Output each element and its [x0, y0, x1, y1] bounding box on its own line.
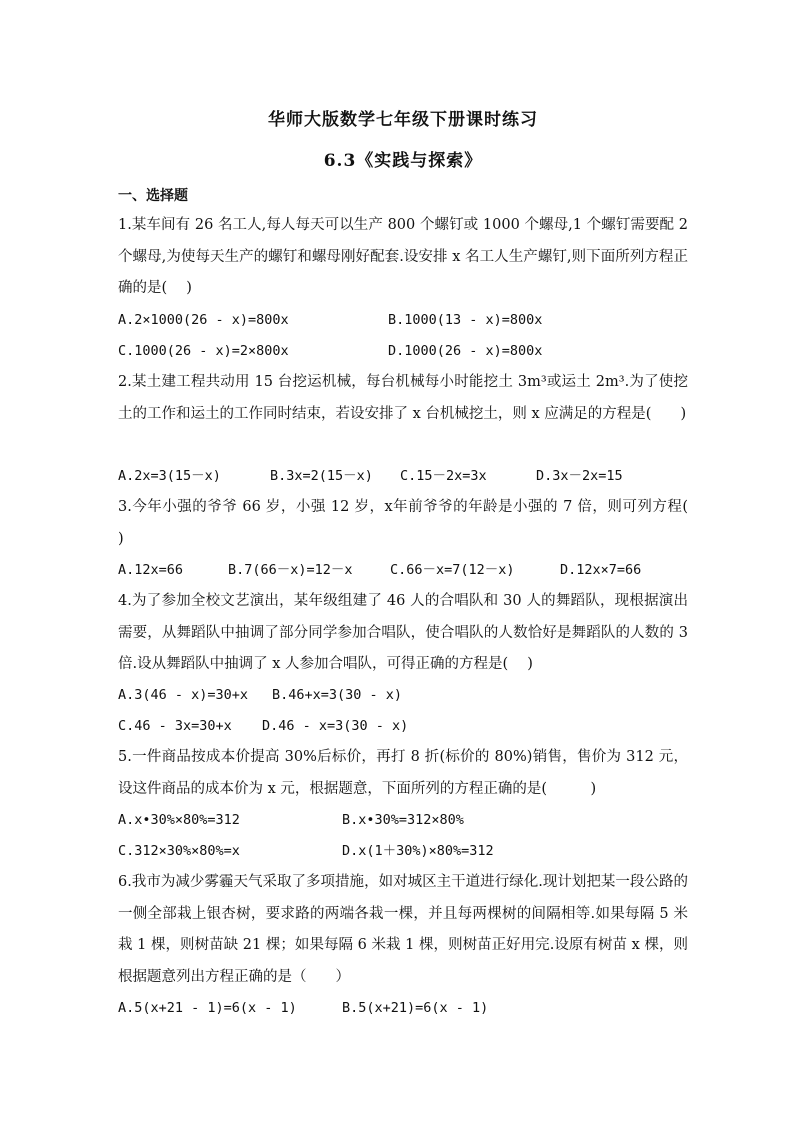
- question-4-option-a: A.3(46 - x)=30+x: [118, 687, 249, 703]
- question-6-option-b: B.5(x+21)=6(x - 1): [342, 1000, 489, 1016]
- question-4-text: 4.为了参加全校文艺演出，某年级组建了 46 人的合唱队和 30 人的舞蹈队，现根据演出需要，从舞蹈队中抽调了部分同学参加合唱队，使合唱队的人数恰好是舞蹈队的人数的 3 倍.设从舞蹈队中抽调了 x 人参加合唱队，可得正确的方程是( ): [118, 593, 688, 672]
- question-5-option-d: D.x(1＋30%)×80%=312: [342, 843, 494, 859]
- document-subtitle: 6.3《实践与探索》: [323, 151, 483, 171]
- question-1-option-d: D.1000(26 - x)=800x: [388, 343, 543, 359]
- question-4-options-row-1: [118, 680, 688, 712]
- question-3-option-c: C.66－x=7(12－x): [390, 562, 515, 578]
- question-2-option-a: A.2x=3(15－x): [118, 468, 221, 484]
- question-6-text: 6.我市为减少雾霾天气采取了多项措施，如对城区主干道进行绿化.现计划把某一段公路的一侧全部栽上银杏树，要求路的两端各栽一棵，并且每两棵树的间隔相等.如果每隔 5 米栽 1 棵，则树苗缺 21 棵；如果每隔 6 米栽 1 棵，则树苗正好用完.设原有树苗 x 棵，则根据题意列出方程正确的是（ ）: [118, 874, 688, 985]
- question-3-option-a: A.12x=66: [118, 562, 184, 578]
- question-3-text: 3.今年小强的爷爷 66 岁，小强 12 岁，x年前爷爷的年龄是小强的 7 倍，则可列方程( ): [118, 499, 708, 547]
- question-6-options-row: [118, 993, 688, 1025]
- question-5-options-row-1: [118, 805, 688, 837]
- document-title: 华师大版数学七年级下册课时练习: [268, 110, 538, 130]
- question-4-option-d: D.46 - x=3(30 - x): [262, 718, 409, 734]
- question-5-option-c: C.312×30%×80%=x: [118, 843, 240, 859]
- question-2-text: 2.某土建工程共动用 15 台挖运机械，每台机械每小时能挖土 3m³或运土 2m³.为了使挖土的工作和运土的工作同时结束，若设安排了 x 台机械挖土，则 x 应满足的方程是( ): [118, 374, 688, 422]
- question-1-option-a: A.2×1000(26 - x)=800x: [118, 312, 289, 328]
- question-5-text: 5.一件商品按成本价提高 30%后标价，再打 8 折(标价的 80%)销售，售价为 312 元，设这件商品的成本价为 x 元，根据题意，下面所列的方程正确的是( ): [118, 749, 688, 797]
- question-2-option-b: B.3x=2(15－x): [270, 468, 373, 484]
- question-1-text: 1.某车间有 26 名工人,每人每天可以生产 800 个螺钉或 1000 个螺母,1 个螺钉需要配 2 个螺母,为使每天生产的螺钉和螺母刚好配套.设安排 x 名工人生产螺钉,则下面所列方程正确的是( ): [118, 217, 688, 296]
- question-2-options-row: [118, 461, 688, 493]
- question-3-option-b: B.7(66－x)=12－x: [228, 562, 353, 578]
- question-2-option-d: D.3x－2x=15: [536, 468, 623, 484]
- question-1-option-c: C.1000(26 - x)=2×800x: [118, 343, 289, 359]
- section-heading: 一、选择题: [118, 188, 188, 204]
- question-4-options-row-2: [118, 711, 688, 743]
- question-6-option-a: A.5(x+21 - 1)=6(x - 1): [118, 1000, 297, 1016]
- question-5-options-row-2: [118, 836, 688, 868]
- question-3-option-d: D.12x×7=66: [560, 562, 642, 578]
- question-1-options-row-2: [118, 336, 688, 368]
- question-4-option-c: C.46 - 3x=30+x: [118, 718, 232, 734]
- question-1-options-row-1: [118, 305, 688, 337]
- question-5-option-b: B.x•30%=312×80%: [342, 812, 464, 828]
- question-5-option-a: A.x•30%×80%=312: [118, 812, 240, 828]
- question-4-option-b: B.46+x=3(30 - x): [272, 687, 403, 703]
- question-2-option-c: C.15－2x=3x: [400, 468, 487, 484]
- question-3-options-row: [118, 555, 688, 587]
- question-1-option-b: B.1000(13 - x)=800x: [388, 312, 543, 328]
